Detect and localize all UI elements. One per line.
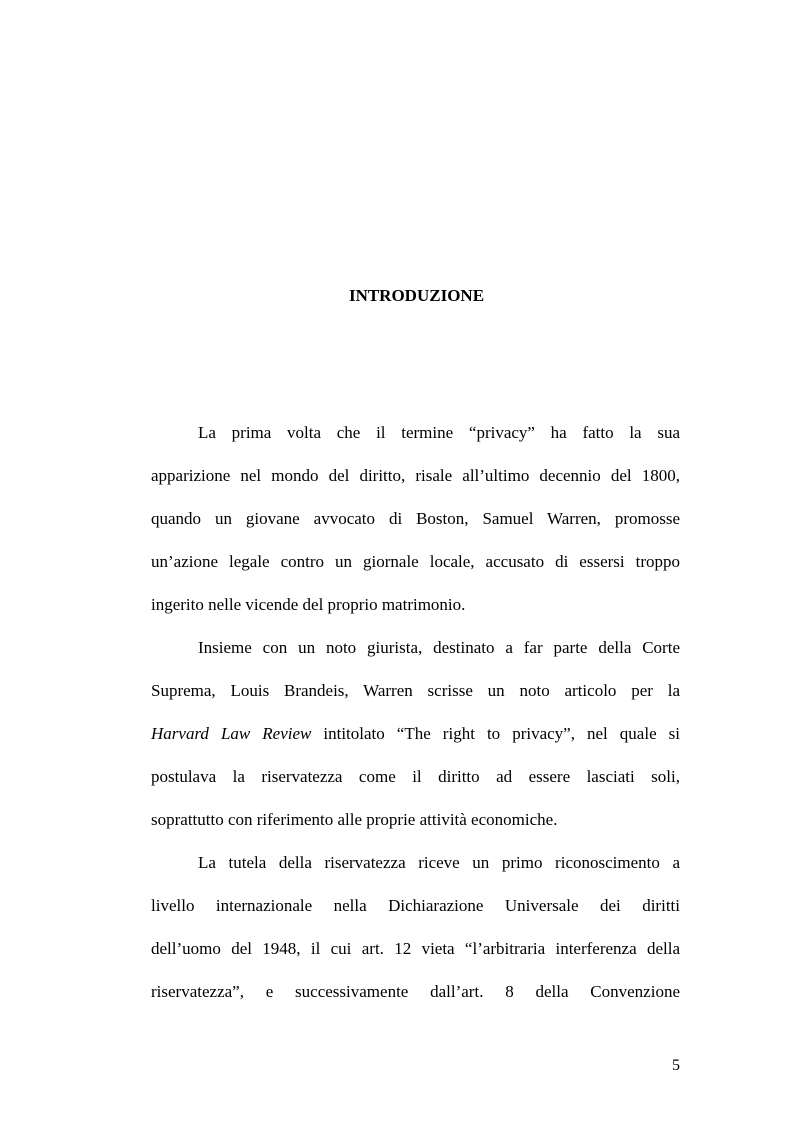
text-line: quando un giovane avvocato di Boston, Samuel Warren, promosse	[151, 509, 680, 528]
text-line: livello internazionale nella Dichiarazione Universale dei diritti	[151, 896, 680, 915]
page-number: 5	[672, 1057, 680, 1074]
paragraph-1	[151, 411, 680, 626]
text-line: dell’uomo del 1948, il cui art. 12 vieta “l’arbitraria interferenza della	[151, 939, 680, 958]
text-line: apparizione nel mondo del diritto, risale all’ultimo decennio del 1800,	[151, 466, 680, 485]
paragraph-2	[151, 626, 680, 841]
text-line: un’azione legale contro un giornale locale, accusato di essersi troppo	[151, 552, 680, 571]
text-line: ingerito nelle vicende del proprio matrimonio.	[151, 595, 466, 614]
text-line	[151, 712, 680, 755]
text-line: riservatezza”, e successivamente dall’art. 8 della Convenzione	[151, 982, 680, 1001]
body-text	[151, 411, 680, 1013]
text-line: Suprema, Louis Brandeis, Warren scrisse un noto articolo per la	[151, 681, 680, 700]
text-line: La prima volta che il termine “privacy” ha fatto la sua	[198, 423, 680, 442]
text-line: postulava la riservatezza come il diritto ad essere lasciati soli,	[151, 767, 680, 786]
journal-title: Harvard Law Review	[151, 724, 312, 743]
text-fragment: intitolato “The right to privacy”, nel quale si	[311, 724, 680, 743]
text-line: La tutela della riservatezza riceve un primo riconoscimento a	[198, 853, 680, 872]
paragraph-3	[151, 841, 680, 1013]
text-line: Insieme con un noto giurista, destinato a far parte della Corte	[198, 638, 680, 657]
page-title: INTRODUZIONE	[348, 286, 485, 305]
text-line: soprattutto con riferimento alle proprie attività economiche.	[151, 810, 558, 829]
